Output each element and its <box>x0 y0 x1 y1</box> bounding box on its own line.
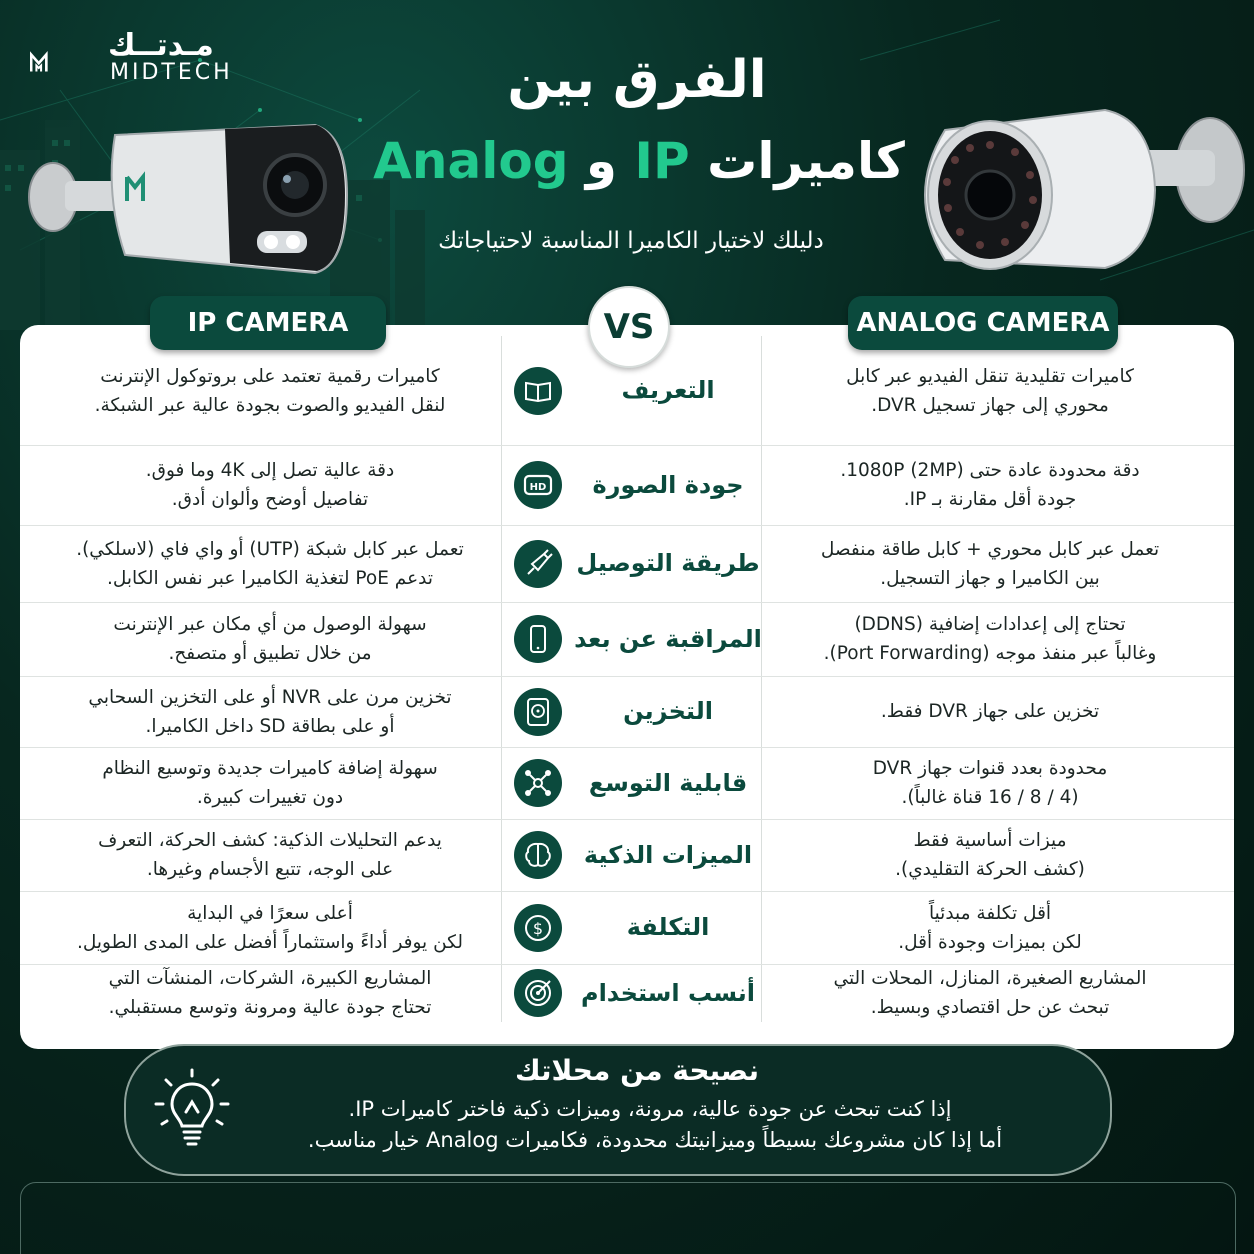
cable-icon <box>514 540 562 588</box>
row-label: طريقة التوصيل <box>576 549 760 577</box>
table-row <box>20 525 1234 602</box>
tip-title: نصيحة من محلاتك <box>514 1054 760 1087</box>
ip-cell-line: تخزين مرن على NVR أو على التخزين السحابي <box>88 686 452 708</box>
page-title: الفرق بين <box>507 50 767 110</box>
table-row <box>20 676 1234 747</box>
analog-cell-line: دقة محدودة عادة حتى 1080P (2MP). <box>840 460 1140 481</box>
row-label: جودة الصورة <box>592 470 744 499</box>
analog-cell-line: جودة أقل مقارنة بـ IP. <box>903 489 1077 510</box>
row-label: قابلية التوسع <box>588 768 748 797</box>
analog-cell-line: وغالباً عبر منفذ موجه (Port Forwarding). <box>823 643 1157 664</box>
analog-cell-line: تخزين على جهاز DVR فقط. <box>880 701 1100 722</box>
analog-cell <box>780 445 1200 525</box>
row-label: التكلفة <box>626 913 710 941</box>
analog-cell-line: لكن بميزات وجودة أقل. <box>898 931 1082 953</box>
title-analog: Analog <box>373 132 569 190</box>
analog-cell-line: تبحث عن حل اقتصادي وبسيط. <box>870 997 1110 1018</box>
ip-cell <box>40 602 500 676</box>
ip-cell-line: دون تغييرات كبيرة. <box>196 787 344 808</box>
ip-camera-header: IP CAMERA <box>150 296 386 350</box>
analog-cell <box>780 964 1200 1022</box>
brand-name-english: MIDTECH <box>110 60 233 85</box>
analog-cell-line: تعمل عبر كابل محوري + كابل طاقة منفصل <box>820 538 1160 560</box>
hard-drive-icon <box>514 688 562 736</box>
analog-camera-image <box>905 100 1250 290</box>
table-row <box>20 445 1234 525</box>
ip-cell <box>40 964 500 1022</box>
hd-icon <box>514 461 562 509</box>
table-row <box>20 336 1234 445</box>
ip-cell-line: تدعم PoE لتغذية الكاميرا عبر نفس الكابل. <box>107 567 433 589</box>
table-row <box>20 819 1234 891</box>
analog-cell <box>780 676 1200 747</box>
vs-badge: VS <box>588 286 670 368</box>
analog-cell-line: تحتاج إلى إعدادات إضافية (DDNS) <box>854 614 1126 635</box>
analog-cell <box>780 602 1200 676</box>
ip-cell <box>40 891 500 964</box>
row-label: المراقبة عن بعد <box>574 624 762 653</box>
svg-text:HD: HD <box>529 482 547 493</box>
footer-frame <box>20 1182 1236 1254</box>
ip-cell <box>40 336 500 445</box>
ip-cell-line: من خلال تطبيق أو متصفح. <box>168 643 372 664</box>
ip-camera-image <box>25 105 355 285</box>
target-icon <box>514 969 562 1017</box>
ip-cell-line: أعلى سعرًا في البداية <box>187 902 353 924</box>
ip-cell-line: كاميرات رقمية تعتمد على بروتوكول الإنترنت <box>100 365 440 387</box>
tip-line-1: إذا كنت تبحث عن جودة عالية، مرونة، وميزات ذكية فاختر كاميرات IP. <box>348 1097 952 1121</box>
analog-cell-line: كاميرات تقليدية تنقل الفيديو عبر كابل <box>846 365 1134 387</box>
analog-cell-line: (كشف الحركة التقليدي). <box>895 859 1085 880</box>
ip-cell-line: تعمل عبر كابل شبكة (UTP) أو واي فاي (لاسلكي). <box>76 538 464 560</box>
dollar-icon <box>514 904 562 952</box>
row-label: التخزين <box>623 697 713 725</box>
table-row <box>20 747 1234 819</box>
svg-text:$: $ <box>532 918 544 938</box>
tip-line-2: أما إذا كان مشروعك بسيطاً وميزانيتك محدودة، فكاميرات Analog خيار مناسب. <box>307 1128 1003 1152</box>
ip-cell-line: سهولة إضافة كاميرات جديدة وتوسيع النظام <box>102 758 438 779</box>
analog-cell-line: أقل تكلفة مبدئياً <box>928 902 1052 924</box>
ip-cell-line: لنقل الفيديو والصوت بجودة عالية عبر الشبكة. <box>94 394 446 416</box>
title-cameras-word: كاميرات <box>707 132 905 190</box>
network-icon <box>514 759 562 807</box>
ip-cell-line: على الوجه، تتبع الأجسام وغيرها. <box>146 859 394 880</box>
analog-cell <box>780 336 1200 445</box>
table-row <box>20 602 1234 676</box>
ip-cell-line: سهولة الوصول من أي مكان عبر الإنترنت <box>113 614 427 635</box>
analog-camera-header: ANALOG CAMERA <box>848 296 1118 350</box>
analog-cell <box>780 747 1200 819</box>
row-label: التعريف <box>621 376 715 404</box>
row-label: أنسب استخدام <box>580 978 756 1007</box>
analog-cell <box>780 819 1200 891</box>
analog-cell-line: (4 / 8 / 16 قناة غالباً). <box>901 787 1079 808</box>
book-icon <box>514 367 562 415</box>
page-subtitle: دليلك لاختيار الكاميرا المناسبة لاحتياجاتك <box>438 228 824 254</box>
title-and: و <box>585 132 617 190</box>
ip-cell <box>40 525 500 602</box>
brain-icon <box>514 831 562 879</box>
ip-cell-line: دقة عالية تصل إلى 4K وما فوق. <box>145 460 395 481</box>
ip-cell <box>40 819 500 891</box>
ip-cell-line: تحتاج جودة عالية ومرونة وتوسع مستقبلي. <box>108 997 432 1018</box>
ip-cell-line: لكن يوفر أداءً واستثماراً أفضل على المدى الطويل. <box>76 931 464 953</box>
analog-cell-line: محوري إلى جهاز تسجيل DVR. <box>871 394 1109 416</box>
brand-name-arabic: مـدتــك <box>108 28 214 63</box>
analog-cell-line: محدودة بعدد قنوات جهاز DVR <box>872 758 1108 779</box>
analog-cell-line: ميزات أساسية فقط <box>913 830 1067 851</box>
ip-cell <box>40 747 500 819</box>
ip-cell-line: أو على بطاقة SD داخل الكاميرا. <box>145 715 395 737</box>
ip-cell <box>40 445 500 525</box>
ip-cell-line: يدعم التحليلات الذكية: كشف الحركة، التعرف <box>98 830 442 851</box>
analog-cell <box>780 525 1200 602</box>
row-label: الميزات الذكية <box>583 840 753 869</box>
table-row <box>20 891 1234 964</box>
ip-cell <box>40 676 500 747</box>
title-ip: IP <box>634 132 690 190</box>
analog-cell-line: بين الكاميرا و جهاز التسجيل. <box>880 567 1100 589</box>
smartphone-icon <box>514 615 562 663</box>
analog-cell <box>780 891 1200 964</box>
analog-cell-line: المشاريع الصغيرة، المنازل، المحلات التي <box>833 968 1147 989</box>
table-row <box>20 964 1234 1022</box>
ip-cell-line: المشاريع الكبيرة، الشركات، المنشآت التي <box>108 968 432 989</box>
ip-cell-line: تفاصيل أوضح وألوان أدق. <box>171 489 369 510</box>
